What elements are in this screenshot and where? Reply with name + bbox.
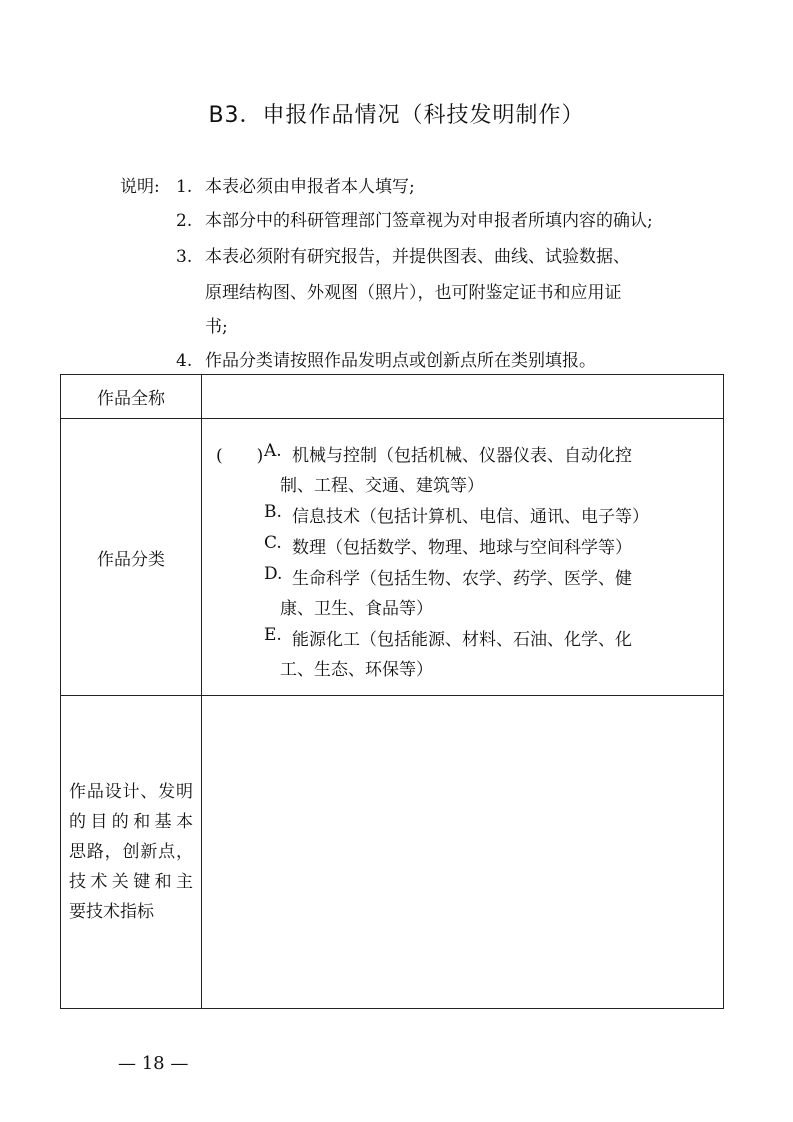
note-text: 作品分类请按照作品发明点或创新点所在类别填报。 — [205, 351, 596, 371]
category-option-text: 数理（包括数学、物理、地球与空间科学等） — [292, 538, 632, 558]
work-name-row — [61, 375, 724, 419]
note-number: 2. — [176, 211, 193, 231]
work-category-row — [61, 419, 724, 696]
note-text: 书; — [205, 317, 228, 337]
page-number: — 18 — — [118, 1053, 189, 1074]
design-purpose-field[interactable] — [202, 696, 724, 1009]
category-option-text: 工、生态、环保等） — [280, 660, 433, 680]
application-form-table — [60, 374, 724, 1009]
category-letter: C. — [264, 533, 282, 553]
category-letter: B. — [264, 502, 282, 522]
work-name-label: 作品全称 — [61, 375, 202, 419]
category-option-text: 机械与控制（包括机械、仪器仪表、自动化控 — [292, 446, 632, 466]
design-label-line: 的目的和基本 — [69, 812, 193, 832]
category-option-text: 生命科学（包括生物、农学、药学、医学、健 — [292, 569, 632, 589]
note-text: 本部分中的科研管理部门签章视为对申报者所填内容的确认; — [205, 211, 653, 231]
category-option-text: 康、卫生、食品等） — [280, 599, 433, 619]
work-name-field[interactable] — [202, 375, 724, 419]
category-letter: A. — [264, 441, 282, 461]
page-title: B3．申报作品情况（科技发明制作） — [208, 103, 585, 128]
design-purpose-label — [61, 696, 202, 1009]
category-letter: E. — [264, 625, 282, 645]
work-category-field[interactable] — [202, 419, 724, 696]
note-text: 原理结构图、外观图（照片），也可附鉴定证书和应用证 — [205, 283, 622, 303]
category-option-text: 能源化工（包括能源、材料、石油、化学、化 — [292, 630, 632, 650]
note-number: 3. — [176, 247, 193, 267]
note-text: 本表必须由申报者本人填写; — [205, 177, 415, 197]
design-label-line: 技术关键和主 — [69, 872, 193, 892]
category-letter: D. — [264, 564, 283, 584]
category-option-text: 制、工程、交通、建筑等） — [280, 476, 484, 496]
note-number: 4. — [176, 351, 193, 371]
note-text: 本表必须附有研究报告，并提供图表、曲线、试验数据、 — [205, 247, 630, 267]
category-selection-bracket[interactable]: ( ) — [216, 446, 264, 466]
work-category-label: 作品分类 — [61, 419, 202, 696]
design-label-line: 要技术指标 — [69, 902, 154, 922]
category-option-text: 信息技术（包括计算机、电信、通讯、电子等） — [292, 507, 649, 527]
design-purpose-row — [61, 696, 724, 1009]
instructions-label: 说明: — [120, 177, 160, 197]
design-label-line: 作品设计、发明 — [69, 782, 193, 802]
design-label-line: 思路，创新点， — [69, 842, 193, 862]
note-number: 1. — [176, 177, 193, 197]
